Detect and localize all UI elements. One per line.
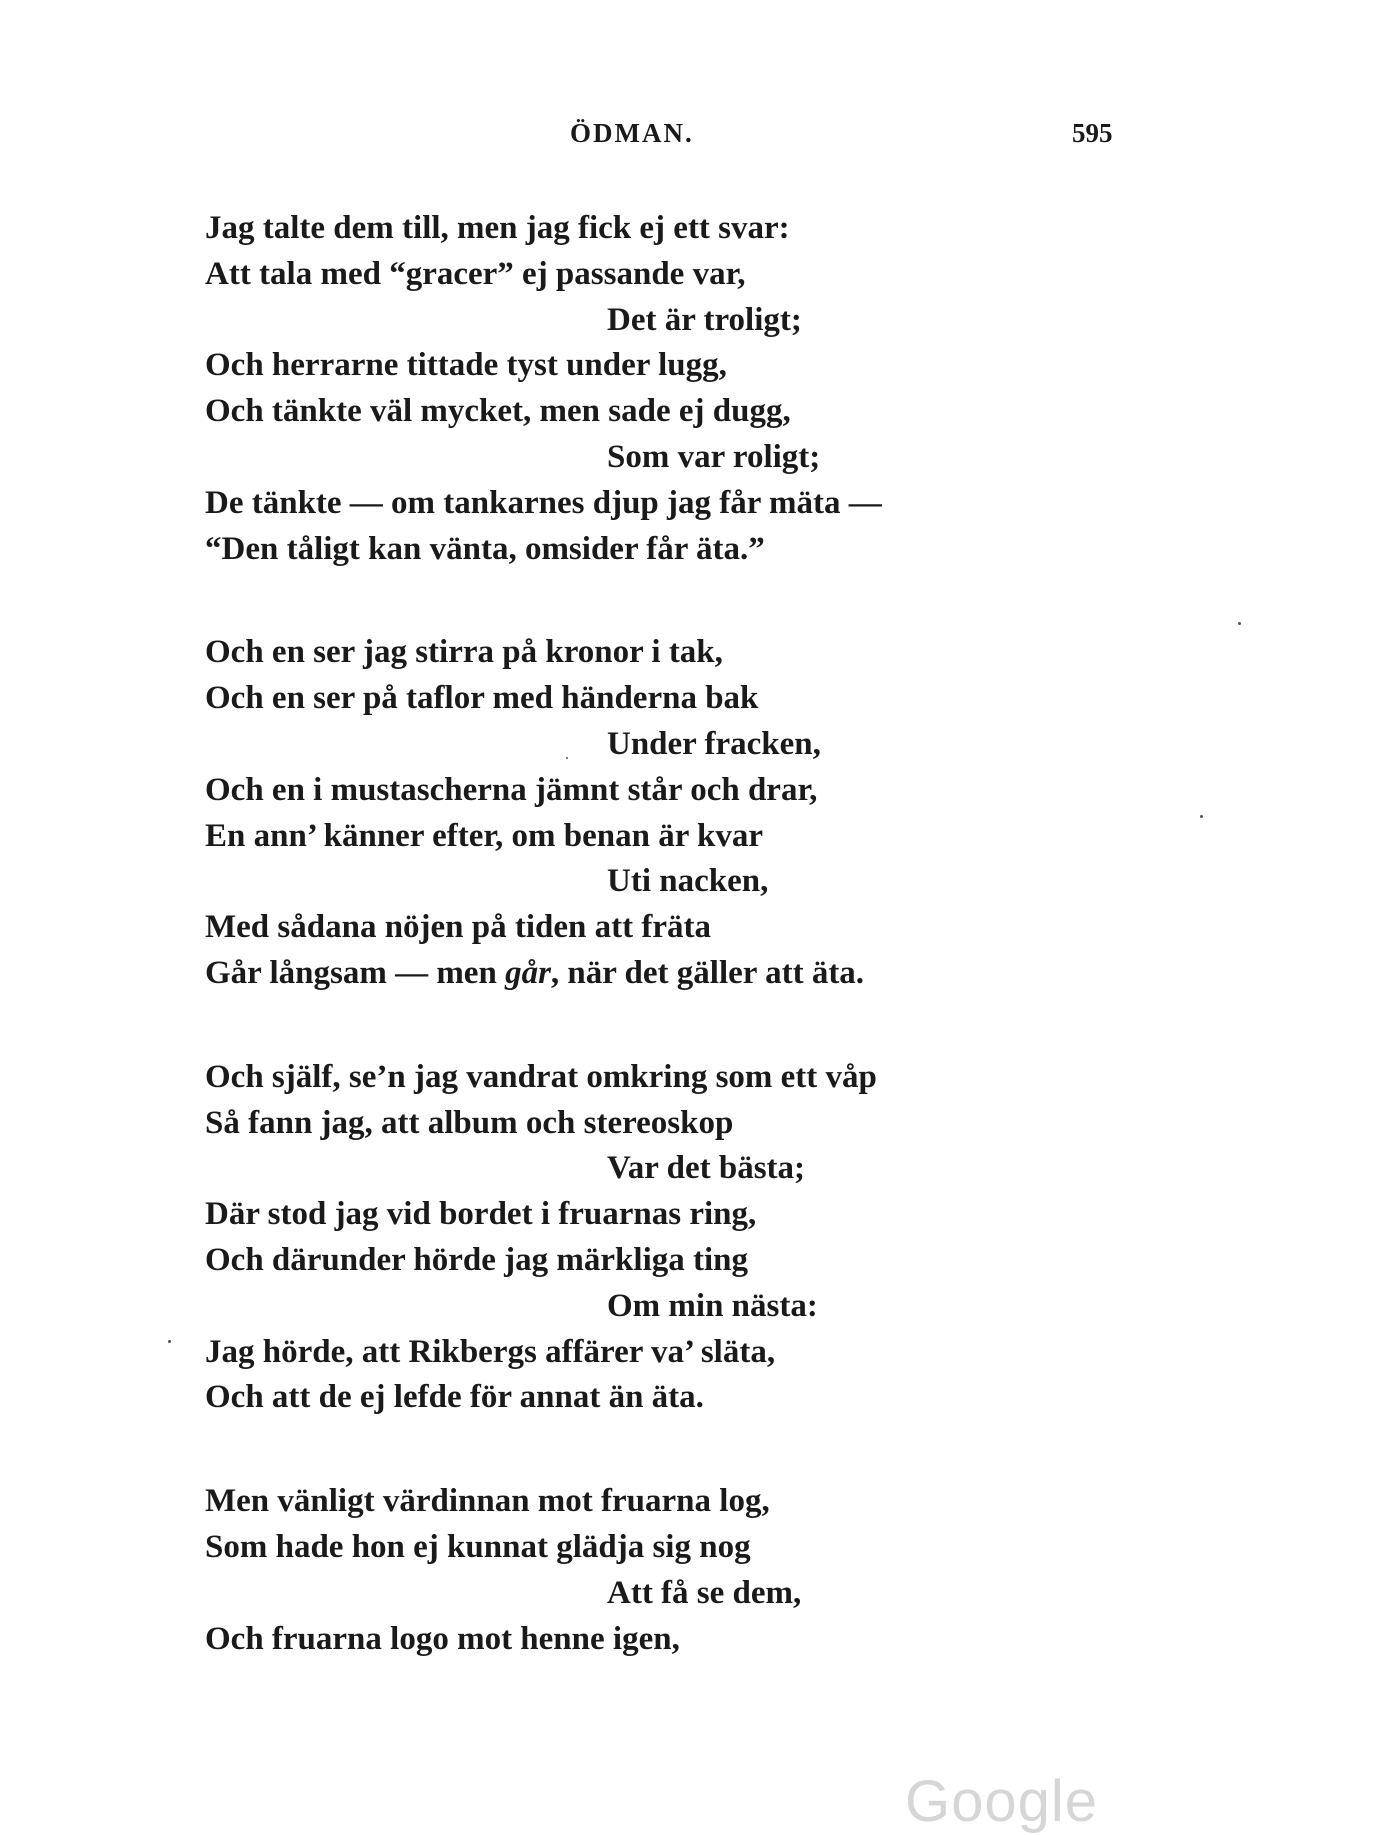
verse-line: Och därunder hörde jag märkliga ting	[205, 1241, 749, 1278]
verse-line: Och själf, se’n jag vandrat omkring som ett våp	[205, 1058, 877, 1095]
verse-line: Där stod jag vid bordet i fruarnas ring,	[205, 1196, 757, 1233]
verse-italic-word: går	[505, 954, 551, 991]
scan-speck	[1200, 815, 1203, 818]
verse-line: “Den tåligt kan vänta, omsider får äta.”	[205, 530, 765, 567]
verse-line-refrain: Under fracken,	[607, 725, 821, 762]
running-title: ÖDMAN.	[570, 118, 694, 148]
verse-line: Som hade hon ej kunnat glädja sig nog	[205, 1528, 751, 1565]
stanza-divider	[205, 997, 1205, 1055]
page-number: 595	[1072, 118, 1113, 148]
scan-speck	[1238, 622, 1241, 625]
verse-line-refrain: Var det bästa;	[607, 1150, 806, 1187]
verse-text: , när det gäller att äta.	[550, 954, 865, 991]
verse-line: Att tala med “gracer” ej passande var,	[205, 255, 746, 292]
stanza-divider	[205, 1421, 1205, 1479]
page-header	[0, 118, 1400, 158]
verse-line-refrain: Uti nacken,	[607, 863, 769, 900]
verse-line: Och att de ej lefde för annat än äta.	[205, 1379, 704, 1416]
verse-line: Och tänkte väl mycket, men sade ej dugg,	[205, 393, 791, 430]
verse-text: Går långsam — men	[205, 954, 506, 991]
verse-line: En ann’ känner efter, om benan är kvar	[205, 817, 764, 854]
stanza-2	[205, 630, 1205, 996]
verse-line: Och fruarna logo mot henne igen,	[205, 1620, 680, 1657]
stanza-4	[205, 1479, 1205, 1662]
stanza-divider	[205, 572, 1205, 630]
verse-line: Och en ser jag stirra på kronor i tak,	[205, 634, 723, 671]
verse-line: Med sådana nöjen på tiden att fräta	[205, 909, 712, 946]
poem-body	[205, 206, 1205, 1662]
scan-speck	[566, 757, 568, 759]
verse-line: Men vänligt värdinnan mot fruarna log,	[205, 1483, 770, 1520]
verse-line	[205, 951, 1205, 997]
verse-line-refrain: Om min nästa:	[607, 1287, 818, 1324]
verse-line: Jag hörde, att Rikbergs affärer va’ släta,	[205, 1333, 776, 1370]
verse-line: Jag talte dem till, men jag fick ej ett svar:	[205, 210, 790, 246]
verse-line-refrain: Som var roligt;	[607, 438, 821, 475]
google-watermark: Google	[905, 1769, 1099, 1834]
verse-line-refrain: Att få se dem,	[607, 1574, 802, 1611]
verse-line: Och herrarne tittade tyst under lugg,	[205, 347, 727, 384]
stanza-1	[205, 206, 1205, 572]
scan-speck	[168, 1340, 171, 1343]
verse-line: Så fann jag, att album och stereoskop	[205, 1104, 734, 1141]
verse-line: Och en i mustascherna jämnt står och drar,	[205, 771, 818, 808]
verse-line-refrain: Det är troligt;	[607, 301, 802, 338]
verse-line: Och en ser på taflor med händerna bak	[205, 680, 759, 717]
verse-line: De tänkte — om tankarnes djup jag får mäta —	[205, 484, 882, 521]
stanza-3	[205, 1055, 1205, 1421]
